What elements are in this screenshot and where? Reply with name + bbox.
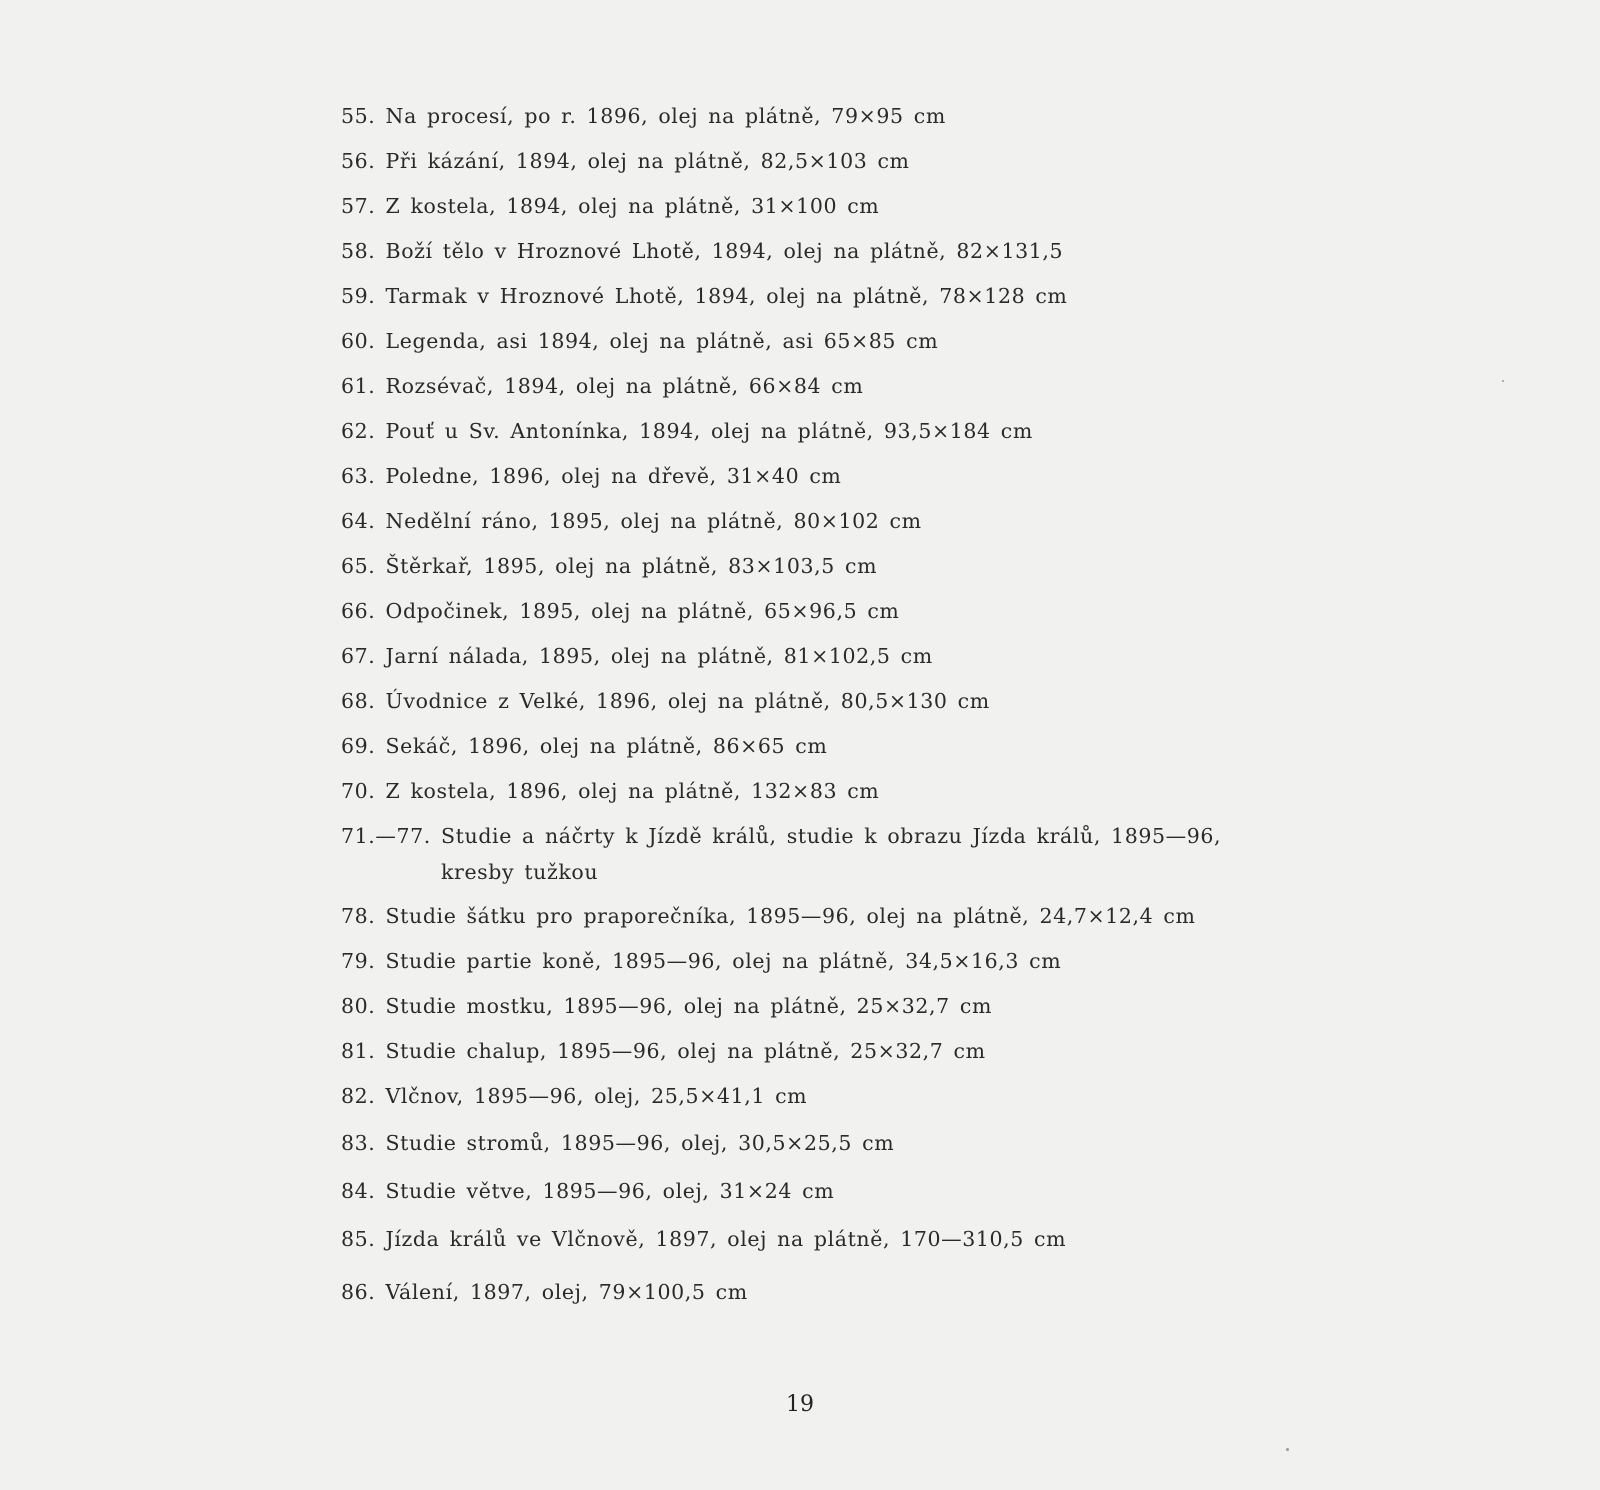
entry-text: Vlčnov, 1895—96, olej, 25,5×41,1 cm [385, 1084, 808, 1108]
entry-text: Nedělní ráno, 1895, olej na plátně, 80×102 cm [385, 509, 922, 533]
entry-text: Úvodnice z Velké, 1896, olej na plátně, 80,5×130 cm [385, 689, 990, 713]
entry-text: Pouť u Sv. Antonínka, 1894, olej na plátně, 93,5×184 cm [385, 419, 1033, 443]
entry-number: 60. [341, 329, 376, 353]
entry-number: 70. [341, 779, 376, 803]
list-item [341, 508, 922, 534]
entry-number: 65. [341, 554, 376, 578]
entry-text: Boží tělo v Hroznové Lhotě, 1894, olej na plátně, 82×131,5 [385, 239, 1064, 263]
list-item [341, 733, 827, 759]
list-item [341, 1038, 986, 1064]
entry-number: 66. [341, 599, 376, 623]
entry-number: 56. [341, 149, 376, 173]
entry-text: Studie chalup, 1895—96, olej na plátně, 25×32,7 cm [385, 1039, 986, 1063]
list-item [341, 373, 863, 399]
entry-text: Jarní nálada, 1895, olej na plátně, 81×102,5 cm [385, 644, 933, 668]
entry-text: Štěrkař, 1895, olej na plátně, 83×103,5 cm [385, 554, 878, 578]
list-item [341, 778, 879, 804]
list-item [341, 1178, 834, 1204]
list-item [341, 948, 1061, 974]
list-item [341, 643, 933, 669]
list-item [341, 1279, 748, 1305]
entry-number: 64. [341, 509, 376, 533]
list-item [341, 818, 1241, 890]
entry-text: Odpočinek, 1895, olej na plátně, 65×96,5 cm [385, 599, 900, 623]
entry-text: Studie stromů, 1895—96, olej, 30,5×25,5 cm [385, 1131, 895, 1155]
entry-number: 63. [341, 464, 376, 488]
entry-text: Při kázání, 1894, olej na plátně, 82,5×103 cm [385, 149, 910, 173]
list-item [341, 553, 877, 579]
entry-text: Studie a náčrty k Jízdě králů, studie k obrazu Jízda králů, 1895—96, kresby tužkou [441, 824, 1222, 884]
list-item [341, 1130, 894, 1156]
entry-number: 58. [341, 239, 376, 263]
entry-text: Studie šátku pro praporečníka, 1895—96, olej na plátně, 24,7×12,4 cm [385, 904, 1196, 928]
list-item [341, 903, 1196, 929]
entry-number: 69. [341, 734, 376, 758]
paper-speck [1286, 1448, 1289, 1451]
entry-text: Sekáč, 1896, olej na plátně, 86×65 cm [385, 734, 828, 758]
entry-number: 85. [341, 1227, 376, 1251]
entry-number: 55. [341, 104, 376, 128]
entry-text: Poledne, 1896, olej na dřevě, 31×40 cm [385, 464, 842, 488]
entry-number: 59. [341, 284, 376, 308]
entry-text: Jízda králů ve Vlčnově, 1897, olej na plátně, 170—310,5 cm [385, 1227, 1067, 1251]
entry-text: Rozsévač, 1894, olej na plátně, 66×84 cm [385, 374, 864, 398]
entry-text: Válení, 1897, olej, 79×100,5 cm [385, 1280, 748, 1304]
entry-number: 61. [341, 374, 376, 398]
entry-text: Legenda, asi 1894, olej na plátně, asi 65×85 cm [385, 329, 939, 353]
entry-text: Z kostela, 1894, olej na plátně, 31×100 cm [385, 194, 880, 218]
list-item [341, 148, 910, 174]
list-item [341, 103, 946, 129]
list-item [341, 1226, 1066, 1252]
entry-text: Studie partie koně, 1895—96, olej na plátně, 34,5×16,3 cm [385, 949, 1062, 973]
list-item [341, 463, 841, 489]
list-item [341, 993, 992, 1019]
list-item [341, 418, 1033, 444]
entry-number: 83. [341, 1131, 376, 1155]
entry-number: 71.—77. [341, 824, 431, 848]
list-item [341, 598, 899, 624]
entry-number: 81. [341, 1039, 376, 1063]
entry-text: Studie mostku, 1895—96, olej na plátně, 25×32,7 cm [385, 994, 993, 1018]
entry-number: 57. [341, 194, 376, 218]
entry-number: 80. [341, 994, 376, 1018]
entry-text: Na procesí, po r. 1896, olej na plátně, 79×95 cm [385, 104, 946, 128]
entry-number: 86. [341, 1280, 376, 1304]
list-item [341, 688, 990, 714]
entry-text: Tarmak v Hroznové Lhotě, 1894, olej na plátně, 78×128 cm [385, 284, 1068, 308]
list-item [341, 328, 938, 354]
entry-number: 67. [341, 644, 376, 668]
entry-text: Studie větve, 1895—96, olej, 31×24 cm [385, 1179, 835, 1203]
entry-number: 82. [341, 1084, 376, 1108]
entry-number: 84. [341, 1179, 376, 1203]
entry-number: 78. [341, 904, 376, 928]
paper-speck [1502, 380, 1504, 382]
list-item [341, 283, 1067, 309]
entry-text: Z kostela, 1896, olej na plátně, 132×83 cm [385, 779, 880, 803]
page-number: 19 [786, 1392, 814, 1417]
list-item [341, 1083, 807, 1109]
list-item [341, 193, 879, 219]
entry-number: 62. [341, 419, 376, 443]
entry-number: 79. [341, 949, 376, 973]
entry-number: 68. [341, 689, 376, 713]
list-item [341, 238, 1063, 264]
